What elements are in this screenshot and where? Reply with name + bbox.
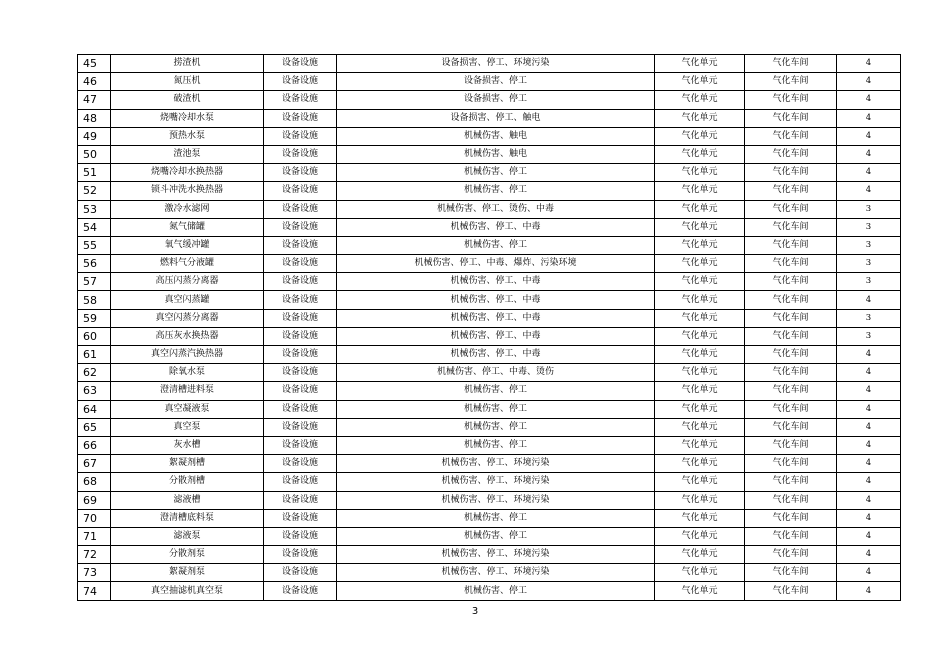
cell-hazard: 机械伤害、停工、环境污染 (337, 455, 655, 473)
hazard-table-sheet (77, 54, 900, 601)
cell-hazard: 机械伤害、触电 (337, 127, 655, 145)
cell-category: 设备设施 (264, 145, 337, 163)
cell-risk-level: 3 (837, 200, 901, 218)
table-row (78, 109, 901, 127)
cell-risk-level: 4 (837, 546, 901, 564)
cell-number: 55 (78, 236, 111, 254)
cell-workshop: 气化车间 (745, 436, 837, 454)
table-row (78, 473, 901, 491)
cell-hazard: 机械伤害、停工 (337, 236, 655, 254)
cell-workshop: 气化车间 (745, 200, 837, 218)
cell-category: 设备设施 (264, 182, 337, 200)
cell-risk-level: 4 (837, 145, 901, 163)
cell-workshop: 气化车间 (745, 473, 837, 491)
cell-equipment-name: 预热水泵 (111, 127, 264, 145)
cell-risk-level: 3 (837, 236, 901, 254)
cell-number: 49 (78, 127, 111, 145)
cell-unit: 气化单元 (655, 382, 745, 400)
table-row (78, 309, 901, 327)
cell-number: 67 (78, 455, 111, 473)
cell-equipment-name: 氮气储罐 (111, 218, 264, 236)
cell-number: 66 (78, 436, 111, 454)
cell-number: 50 (78, 145, 111, 163)
cell-workshop: 气化车间 (745, 546, 837, 564)
table-row (78, 418, 901, 436)
cell-category: 设备设施 (264, 436, 337, 454)
cell-category: 设备设施 (264, 55, 337, 73)
cell-hazard: 机械伤害、停工、环境污染 (337, 491, 655, 509)
cell-unit: 气化单元 (655, 546, 745, 564)
cell-equipment-name: 真空闪蒸分离器 (111, 309, 264, 327)
cell-equipment-name: 絮凝剂泵 (111, 564, 264, 582)
cell-equipment-name: 捞渣机 (111, 55, 264, 73)
cell-workshop: 气化车间 (745, 309, 837, 327)
cell-unit: 气化单元 (655, 55, 745, 73)
cell-unit: 气化单元 (655, 273, 745, 291)
table-row (78, 236, 901, 254)
cell-hazard: 机械伤害、停工、中毒 (337, 273, 655, 291)
table-row (78, 218, 901, 236)
table-row (78, 145, 901, 163)
cell-unit: 气化单元 (655, 509, 745, 527)
cell-workshop: 气化车间 (745, 382, 837, 400)
cell-number: 61 (78, 346, 111, 364)
cell-number: 60 (78, 327, 111, 345)
cell-category: 设备设施 (264, 473, 337, 491)
cell-risk-level: 4 (837, 55, 901, 73)
cell-unit: 气化单元 (655, 582, 745, 600)
cell-hazard: 机械伤害、停工、中毒 (337, 218, 655, 236)
cell-category: 设备设施 (264, 418, 337, 436)
cell-category: 设备设施 (264, 364, 337, 382)
cell-hazard: 机械伤害、停工、中毒 (337, 309, 655, 327)
cell-risk-level: 4 (837, 527, 901, 545)
cell-equipment-name: 氮压机 (111, 73, 264, 91)
table-row (78, 291, 901, 309)
cell-unit: 气化单元 (655, 127, 745, 145)
cell-hazard: 机械伤害、停工、环境污染 (337, 473, 655, 491)
table-row (78, 255, 901, 273)
cell-workshop: 气化车间 (745, 291, 837, 309)
cell-unit: 气化单元 (655, 400, 745, 418)
cell-workshop: 气化车间 (745, 55, 837, 73)
cell-number: 69 (78, 491, 111, 509)
cell-category: 设备设施 (264, 400, 337, 418)
cell-category: 设备设施 (264, 455, 337, 473)
cell-category: 设备设施 (264, 546, 337, 564)
cell-category: 设备设施 (264, 255, 337, 273)
cell-workshop: 气化车间 (745, 491, 837, 509)
table-row (78, 200, 901, 218)
cell-risk-level: 4 (837, 436, 901, 454)
cell-hazard: 机械伤害、停工、中毒 (337, 291, 655, 309)
table-row (78, 55, 901, 73)
cell-hazard: 机械伤害、停工、中毒 (337, 327, 655, 345)
cell-risk-level: 4 (837, 182, 901, 200)
table-row (78, 273, 901, 291)
cell-hazard: 设备损害、停工、触电 (337, 109, 655, 127)
cell-equipment-name: 燃料气分液罐 (111, 255, 264, 273)
cell-risk-level: 4 (837, 418, 901, 436)
cell-unit: 气化单元 (655, 109, 745, 127)
cell-equipment-name: 渣池泵 (111, 145, 264, 163)
cell-workshop: 气化车间 (745, 527, 837, 545)
cell-unit: 气化单元 (655, 164, 745, 182)
cell-risk-level: 4 (837, 491, 901, 509)
page-number: 3 (471, 606, 479, 617)
table-row (78, 127, 901, 145)
cell-unit: 气化单元 (655, 218, 745, 236)
cell-equipment-name: 真空闪蒸罐 (111, 291, 264, 309)
cell-category: 设备设施 (264, 127, 337, 145)
cell-workshop: 气化车间 (745, 273, 837, 291)
cell-workshop: 气化车间 (745, 255, 837, 273)
cell-equipment-name: 滤液泵 (111, 527, 264, 545)
cell-hazard: 机械伤害、触电 (337, 145, 655, 163)
cell-hazard: 设备损害、停工 (337, 73, 655, 91)
cell-category: 设备设施 (264, 582, 337, 600)
cell-number: 63 (78, 382, 111, 400)
cell-risk-level: 4 (837, 91, 901, 109)
cell-equipment-name: 除氧水泵 (111, 364, 264, 382)
cell-risk-level: 4 (837, 364, 901, 382)
table-row (78, 382, 901, 400)
cell-hazard: 机械伤害、停工、中毒、爆炸、污染环境 (337, 255, 655, 273)
cell-equipment-name: 锁斗冲洗水换热器 (111, 182, 264, 200)
cell-category: 设备设施 (264, 346, 337, 364)
cell-unit: 气化单元 (655, 309, 745, 327)
cell-number: 73 (78, 564, 111, 582)
cell-category: 设备设施 (264, 164, 337, 182)
cell-category: 设备设施 (264, 291, 337, 309)
cell-number: 70 (78, 509, 111, 527)
cell-workshop: 气化车间 (745, 91, 837, 109)
cell-equipment-name: 真空泵 (111, 418, 264, 436)
cell-number: 64 (78, 400, 111, 418)
cell-category: 设备设施 (264, 491, 337, 509)
cell-workshop: 气化车间 (745, 73, 837, 91)
cell-number: 51 (78, 164, 111, 182)
cell-risk-level: 4 (837, 582, 901, 600)
cell-workshop: 气化车间 (745, 327, 837, 345)
cell-hazard: 机械伤害、停工 (337, 382, 655, 400)
cell-workshop: 气化车间 (745, 164, 837, 182)
cell-risk-level: 4 (837, 346, 901, 364)
cell-number: 57 (78, 273, 111, 291)
cell-number: 71 (78, 527, 111, 545)
cell-hazard: 机械伤害、停工 (337, 509, 655, 527)
table-row (78, 91, 901, 109)
cell-hazard: 设备损害、停工 (337, 91, 655, 109)
table-row (78, 564, 901, 582)
cell-number: 53 (78, 200, 111, 218)
cell-number: 74 (78, 582, 111, 600)
cell-equipment-name: 分散剂泵 (111, 546, 264, 564)
cell-equipment-name: 激冷水滤网 (111, 200, 264, 218)
cell-risk-level: 3 (837, 273, 901, 291)
cell-number: 47 (78, 91, 111, 109)
cell-category: 设备设施 (264, 109, 337, 127)
cell-unit: 气化单元 (655, 418, 745, 436)
cell-unit: 气化单元 (655, 491, 745, 509)
cell-number: 58 (78, 291, 111, 309)
table-row (78, 346, 901, 364)
cell-risk-level: 3 (837, 218, 901, 236)
cell-hazard: 机械伤害、停工、环境污染 (337, 546, 655, 564)
cell-unit: 气化单元 (655, 236, 745, 254)
cell-number: 59 (78, 309, 111, 327)
cell-risk-level: 4 (837, 455, 901, 473)
cell-risk-level: 4 (837, 382, 901, 400)
cell-number: 56 (78, 255, 111, 273)
cell-equipment-name: 滤液槽 (111, 491, 264, 509)
cell-equipment-name: 高压灰水换热器 (111, 327, 264, 345)
cell-category: 设备设施 (264, 564, 337, 582)
cell-equipment-name: 澄清槽底料泵 (111, 509, 264, 527)
cell-unit: 气化单元 (655, 291, 745, 309)
cell-number: 72 (78, 546, 111, 564)
cell-number: 46 (78, 73, 111, 91)
cell-unit: 气化单元 (655, 527, 745, 545)
cell-workshop: 气化车间 (745, 455, 837, 473)
cell-category: 设备设施 (264, 509, 337, 527)
cell-equipment-name: 烧嘴冷却水换热器 (111, 164, 264, 182)
cell-category: 设备设施 (264, 273, 337, 291)
cell-category: 设备设施 (264, 218, 337, 236)
cell-hazard: 机械伤害、停工 (337, 400, 655, 418)
table-row (78, 327, 901, 345)
cell-risk-level: 3 (837, 309, 901, 327)
cell-workshop: 气化车间 (745, 182, 837, 200)
cell-unit: 气化单元 (655, 145, 745, 163)
cell-hazard: 机械伤害、停工、中毒、烫伤 (337, 364, 655, 382)
cell-risk-level: 4 (837, 291, 901, 309)
cell-unit: 气化单元 (655, 73, 745, 91)
cell-hazard: 机械伤害、停工 (337, 182, 655, 200)
cell-hazard: 机械伤害、停工 (337, 527, 655, 545)
cell-hazard: 机械伤害、停工、中毒 (337, 346, 655, 364)
cell-unit: 气化单元 (655, 346, 745, 364)
cell-risk-level: 4 (837, 564, 901, 582)
cell-hazard: 机械伤害、停工 (337, 436, 655, 454)
cell-equipment-name: 破渣机 (111, 91, 264, 109)
cell-risk-level: 4 (837, 109, 901, 127)
cell-risk-level: 4 (837, 164, 901, 182)
cell-category: 设备设施 (264, 527, 337, 545)
cell-hazard: 机械伤害、停工 (337, 164, 655, 182)
cell-workshop: 气化车间 (745, 145, 837, 163)
cell-hazard: 机械伤害、停工 (337, 418, 655, 436)
cell-number: 54 (78, 218, 111, 236)
cell-category: 设备设施 (264, 309, 337, 327)
table-row (78, 400, 901, 418)
cell-risk-level: 4 (837, 127, 901, 145)
cell-number: 68 (78, 473, 111, 491)
table-row (78, 582, 901, 600)
cell-unit: 气化单元 (655, 182, 745, 200)
table-row (78, 455, 901, 473)
cell-workshop: 气化车间 (745, 127, 837, 145)
cell-unit: 气化单元 (655, 364, 745, 382)
cell-unit: 气化单元 (655, 200, 745, 218)
cell-workshop: 气化车间 (745, 218, 837, 236)
cell-equipment-name: 分散剂槽 (111, 473, 264, 491)
cell-workshop: 气化车间 (745, 400, 837, 418)
table-row (78, 546, 901, 564)
cell-hazard: 机械伤害、停工 (337, 582, 655, 600)
table-row (78, 527, 901, 545)
cell-equipment-name: 高压闪蒸分离器 (111, 273, 264, 291)
cell-number: 65 (78, 418, 111, 436)
cell-equipment-name: 澄清槽进料泵 (111, 382, 264, 400)
cell-number: 45 (78, 55, 111, 73)
cell-equipment-name: 真空凝液泵 (111, 400, 264, 418)
cell-risk-level: 4 (837, 473, 901, 491)
table-row (78, 509, 901, 527)
cell-unit: 气化单元 (655, 564, 745, 582)
cell-number: 52 (78, 182, 111, 200)
cell-risk-level: 3 (837, 327, 901, 345)
cell-unit: 气化单元 (655, 455, 745, 473)
cell-risk-level: 3 (837, 255, 901, 273)
cell-unit: 气化单元 (655, 91, 745, 109)
cell-risk-level: 4 (837, 509, 901, 527)
table-row (78, 436, 901, 454)
cell-number: 48 (78, 109, 111, 127)
cell-hazard: 机械伤害、停工、烫伤、中毒 (337, 200, 655, 218)
cell-unit: 气化单元 (655, 327, 745, 345)
cell-equipment-name: 絮凝剂槽 (111, 455, 264, 473)
cell-category: 设备设施 (264, 91, 337, 109)
cell-category: 设备设施 (264, 327, 337, 345)
cell-workshop: 气化车间 (745, 564, 837, 582)
cell-workshop: 气化车间 (745, 364, 837, 382)
cell-equipment-name: 真空闪蒸汽换热器 (111, 346, 264, 364)
table-row (78, 73, 901, 91)
hazard-table-body (78, 55, 901, 601)
cell-workshop: 气化车间 (745, 236, 837, 254)
table-row (78, 491, 901, 509)
cell-number: 62 (78, 364, 111, 382)
cell-equipment-name: 烧嘴冷却水泵 (111, 109, 264, 127)
cell-workshop: 气化车间 (745, 109, 837, 127)
cell-workshop: 气化车间 (745, 509, 837, 527)
cell-category: 设备设施 (264, 200, 337, 218)
cell-category: 设备设施 (264, 382, 337, 400)
cell-category: 设备设施 (264, 73, 337, 91)
hazard-table (77, 54, 901, 601)
table-row (78, 364, 901, 382)
cell-unit: 气化单元 (655, 473, 745, 491)
cell-category: 设备设施 (264, 236, 337, 254)
cell-risk-level: 4 (837, 73, 901, 91)
cell-workshop: 气化车间 (745, 346, 837, 364)
cell-hazard: 机械伤害、停工、环境污染 (337, 564, 655, 582)
cell-unit: 气化单元 (655, 436, 745, 454)
cell-equipment-name: 氧气缓冲罐 (111, 236, 264, 254)
cell-unit: 气化单元 (655, 255, 745, 273)
cell-workshop: 气化车间 (745, 582, 837, 600)
cell-equipment-name: 真空抽滤机真空泵 (111, 582, 264, 600)
cell-equipment-name: 灰水槽 (111, 436, 264, 454)
table-row (78, 164, 901, 182)
cell-hazard: 设备损害、停工、环境污染 (337, 55, 655, 73)
table-row (78, 182, 901, 200)
cell-risk-level: 4 (837, 400, 901, 418)
cell-workshop: 气化车间 (745, 418, 837, 436)
